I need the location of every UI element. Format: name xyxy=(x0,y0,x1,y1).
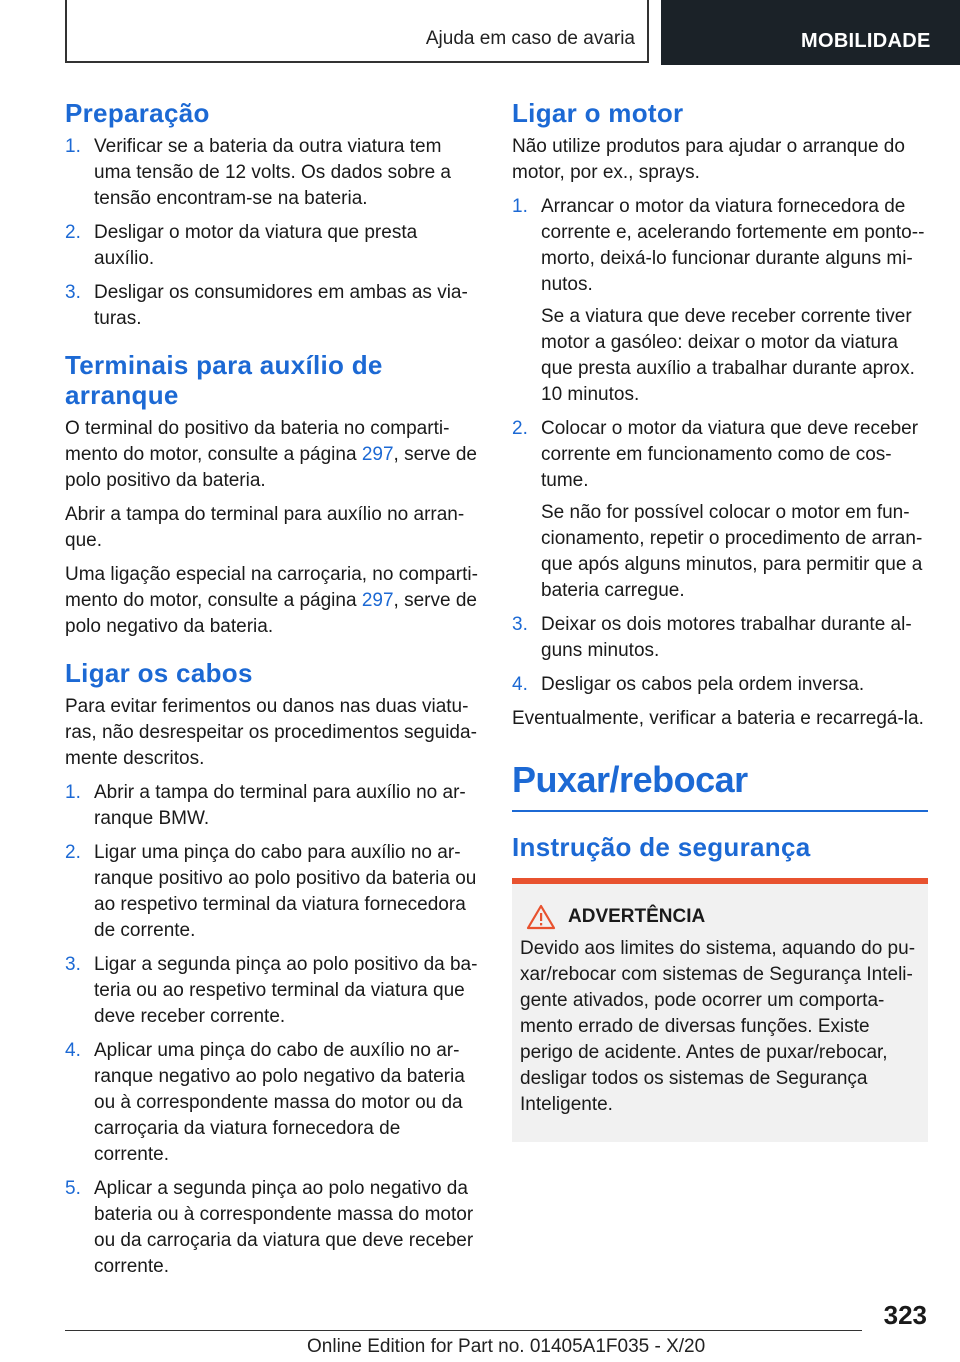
paragraph-open-cover: Abrir a tampa do terminal para auxílio no arranque. xyxy=(65,504,465,551)
step-number: 1. xyxy=(512,196,528,217)
step-text: Desligar os cabos pela ordem inversa. xyxy=(541,674,865,695)
text-run: , serve de polo negativo da bateria. xyxy=(65,590,477,637)
step-number: 3. xyxy=(65,282,81,303)
section-start-engine xyxy=(512,98,928,732)
header-section-title: Ajuda em caso de avaria xyxy=(425,28,635,49)
step-text: Aplicar uma pinça do cabo de auxílio no arranque negativo ao polo negativo da bateria ou à correspondente massa do motor ou da carroçaria da viatura fornecedora de corrente. xyxy=(94,1040,465,1165)
step-note: Se a viatura que deve receber corrente tiver motor a gasóleo: deixar o motor da viatura que presta auxílio a trabalhar durante aprox. 10 minutos. xyxy=(541,306,915,405)
step-text: Colocar o motor da viatura que deve receber corrente em funcionamento como de costume. xyxy=(541,418,919,491)
step-text: Aplicar a segunda pinça ao polo negativo da bateria ou à correspondente massa do motor ou da carroçaria da viatura que deve receber corrente. xyxy=(94,1178,474,1277)
step-number: 2. xyxy=(65,842,81,863)
step-number: 4. xyxy=(65,1040,81,1061)
list-item xyxy=(65,134,480,212)
section-preparation xyxy=(65,98,480,332)
list-item xyxy=(65,780,480,832)
footer-rule xyxy=(65,1330,862,1331)
step-number: 4. xyxy=(512,674,528,695)
list-item xyxy=(65,1176,480,1280)
warning-label: ADVERTÊNCIA xyxy=(568,906,706,927)
warning-text: Devido aos limites do sistema, aquando do puxar/rebocar com sistemas de Segurança Inteligente ativados, pode ocorrer um comportamento errado de diversas funções. Existe perigo de acidente. Antes de puxar/rebocar, desligar todos os sistemas de Segurança Inteligente. xyxy=(520,938,916,1115)
step-number: 2. xyxy=(65,222,81,243)
list-item xyxy=(512,194,928,408)
preparation-steps xyxy=(65,134,480,332)
step-number: 3. xyxy=(512,614,528,635)
list-item xyxy=(65,1038,480,1168)
text-run: O terminal do positivo da bateria no compartimento do motor, consulte a página xyxy=(65,418,450,465)
header-chapter-label: MOBILIDADE xyxy=(801,30,931,52)
list-item xyxy=(65,840,480,944)
warning-box xyxy=(512,878,928,1142)
list-item xyxy=(512,416,928,604)
step-number: 1. xyxy=(65,136,81,157)
paragraph-positive-terminal xyxy=(65,416,480,494)
section-connect-cables xyxy=(65,658,480,1280)
page-link-297[interactable]: 297 xyxy=(361,590,394,611)
list-item xyxy=(512,672,928,698)
text-run: Uma ligação especial na carroçaria, no compartimento do motor, consulte a página xyxy=(65,564,478,611)
engine-steps xyxy=(512,194,928,698)
heading-start-engine: Ligar o motor xyxy=(512,98,684,128)
step-text: Ligar a segunda pinça ao polo positivo da bateria ou ao respetivo terminal da viatura que deve receber corrente. xyxy=(94,954,478,1027)
step-number: 3. xyxy=(65,954,81,975)
step-number: 5. xyxy=(65,1178,81,1199)
section-terminals xyxy=(65,350,480,640)
step-number: 1. xyxy=(65,782,81,803)
heading-connect-cables: Ligar os cabos xyxy=(65,658,253,688)
step-note: Se não for possível colocar o motor em funcionamento, repetir o procedimento de arranque após alguns minutos, para permitir que a bateria carregue. xyxy=(541,502,923,601)
list-item xyxy=(65,952,480,1030)
heading-safety-instruction: Instrução de segurança xyxy=(512,832,811,862)
page-number: 323 xyxy=(883,1300,927,1330)
paragraph-engine-intro: Não utilize produtos para ajudar o arranque do motor, por ex., sprays. xyxy=(512,136,905,183)
section-towing xyxy=(512,758,928,1142)
step-text: Desligar os consumidores em ambas as viaturas. xyxy=(94,282,468,329)
paragraph-negative-terminal xyxy=(65,562,480,640)
left-column xyxy=(65,98,480,1298)
header-chapter-tab xyxy=(661,0,960,65)
page-link-297[interactable]: 297 xyxy=(361,444,394,465)
step-text: Verificar se a bateria da outra viatura tem uma tensão de 12 volts. Os dados sobre a tensão encontram-se na bateria. xyxy=(94,136,451,209)
paragraph-cables-intro: Para evitar ferimentos ou danos nas duas viaturas, não desrespeitar os procedimentos seguidamente descritos. xyxy=(65,696,477,769)
heading-rule xyxy=(512,810,928,812)
step-text: Ligar uma pinça do cabo para auxílio no arranque positivo ao polo positivo da bateria ou ao respetivo terminal da viatura fornecedora de corrente. xyxy=(94,842,477,941)
heading-preparation: Preparação xyxy=(65,98,210,128)
step-text: Deixar os dois motores trabalhar durante alguns minutos. xyxy=(541,614,912,661)
footer-edition: Online Edition for Part no. 01405A1F035 - X/20 xyxy=(307,1336,706,1357)
heading-terminals: Terminais para auxílio de arranque xyxy=(65,350,383,410)
cable-steps xyxy=(65,780,480,1280)
list-item xyxy=(65,220,480,272)
list-item xyxy=(65,280,480,332)
list-item xyxy=(512,612,928,664)
step-number: 2. xyxy=(512,418,528,439)
right-column xyxy=(512,98,928,1142)
step-text: Abrir a tampa do terminal para auxílio no arranque BMW. xyxy=(94,782,466,829)
warning-triangle-icon xyxy=(526,904,556,930)
paragraph-engine-outro: Eventualmente, verificar a bateria e recarregá-la. xyxy=(512,708,924,729)
step-text: Arrancar o motor da viatura fornecedora de corrente e, acelerando fortemente em ponto-morto, deixá-lo funcionar durante alguns minutos. xyxy=(541,196,925,295)
warning-header xyxy=(526,904,918,930)
step-text: Desligar o motor da viatura que presta auxílio. xyxy=(94,222,418,269)
text-run: , serve de polo positivo da bateria. xyxy=(65,444,477,491)
heading-towing: Puxar/rebocar xyxy=(512,759,748,800)
